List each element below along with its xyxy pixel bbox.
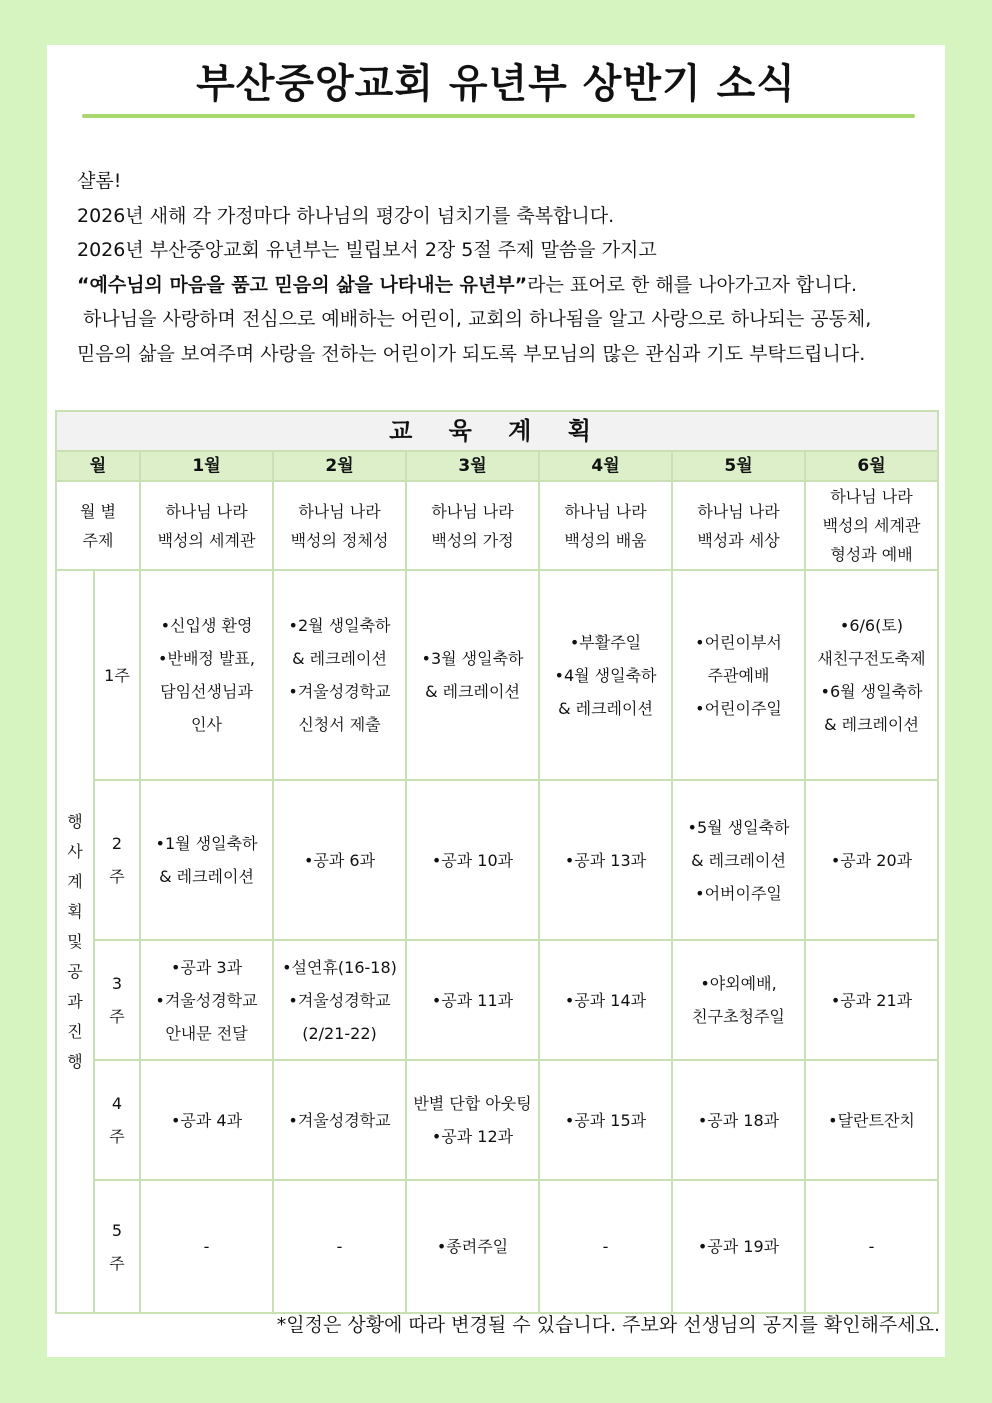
- greeting: 샬롬!: [77, 170, 122, 192]
- schedule-item: •공과 21과: [830, 990, 913, 1010]
- schedule-item: 안내문 전달: [165, 1023, 248, 1043]
- schedule-item: & 레크레이션: [558, 698, 653, 718]
- week-label-line: 주: [109, 1253, 125, 1273]
- schedule-cell: [273, 1180, 406, 1313]
- schedule-cell: [672, 1180, 805, 1313]
- plan-title: 교 육 계 획: [56, 411, 938, 451]
- week-row: [56, 940, 938, 1060]
- week-label-line: 주: [109, 867, 125, 886]
- side-label-char: 행: [67, 811, 83, 831]
- theme-line: 하나님 나라: [298, 501, 381, 521]
- schedule-cell: [805, 1180, 938, 1313]
- schedule-cell: [672, 1060, 805, 1180]
- side-label-char: 공: [67, 961, 83, 981]
- schedule-item: •공과 13과: [564, 850, 647, 870]
- education-plan-table: [55, 410, 939, 1314]
- schedule-item: •야외예배,: [700, 974, 777, 993]
- schedule-item: 주관예배: [707, 665, 770, 685]
- week-row: [56, 570, 938, 780]
- schedule-item: •3월 생일축하: [421, 649, 524, 668]
- schedule-cell: [805, 940, 938, 1060]
- theme-line: 하나님 나라: [564, 501, 647, 521]
- schedule-cell: [539, 570, 672, 780]
- schedule-cell: [273, 940, 406, 1060]
- schedule-item: 담임선생님과: [160, 682, 253, 701]
- month-header-4: 4월: [539, 451, 672, 481]
- side-label-char: 진: [67, 1021, 83, 1041]
- month-theme: [805, 481, 938, 570]
- schedule-item: •공과 6과: [303, 850, 376, 870]
- schedule-note: *일정은 상황에 따라 변경될 수 있습니다. 주보와 선생님의 공지를 확인해주세요.: [276, 1314, 940, 1336]
- schedule-cell: [140, 780, 273, 940]
- schedule-cell: [140, 570, 273, 780]
- theme-label: [56, 481, 140, 570]
- schedule-cell: [140, 1060, 273, 1180]
- schedule-item: •6/6(토): [839, 616, 904, 635]
- schedule-item: 친구초청주일: [692, 1007, 785, 1026]
- schedule-item: •반배정 발표,: [158, 649, 255, 668]
- week-label: [94, 780, 140, 940]
- schedule-cell: [273, 1060, 406, 1180]
- side-label-char: 사: [67, 841, 83, 861]
- schedule-item: •부활주일: [569, 632, 642, 652]
- month-theme: [273, 481, 406, 570]
- side-label-char: 및: [67, 931, 83, 951]
- month-header: 월: [56, 451, 140, 481]
- schedule-cell: [140, 1180, 273, 1313]
- month-header-5: 5월: [672, 451, 805, 481]
- page-title: 부산중앙교회 유년부 상반기 소식: [196, 61, 796, 107]
- schedule-item: •공과 15과: [564, 1110, 647, 1130]
- schedule-item: •종려주일: [436, 1237, 509, 1256]
- schedule-cell: [539, 780, 672, 940]
- week-label-line: 1주: [104, 665, 130, 685]
- theme-line: 백성의 세계관: [822, 516, 921, 535]
- week-label-line: 2: [111, 834, 123, 853]
- schedule-cell: [539, 1180, 672, 1313]
- schedule-item: •6월 생일축하: [820, 682, 923, 701]
- schedule-item: •2월 생일축하: [288, 616, 391, 635]
- schedule-item: & 레크레이션: [292, 649, 387, 668]
- schedule-item: •4월 생일축하: [554, 665, 657, 685]
- theme-line: 백성의 배움: [564, 530, 647, 550]
- theme-line: 하나님 나라: [165, 501, 248, 521]
- month-theme: [406, 481, 539, 570]
- schedule-item: •설연휴(16-18): [282, 957, 397, 977]
- schedule-item: •공과 19과: [697, 1237, 780, 1256]
- theme-label-line: 월 별: [80, 501, 116, 521]
- schedule-item: •신입생 환영: [160, 616, 253, 635]
- intro-text: [77, 164, 947, 371]
- theme-line: 하나님 나라: [431, 501, 514, 521]
- theme-label-line: 주제: [82, 530, 114, 550]
- schedule-cell: [672, 940, 805, 1060]
- week-row: [56, 780, 938, 940]
- schedule-item: •겨울성경학교: [288, 682, 391, 701]
- week-label: [94, 1060, 140, 1180]
- title-divider: [82, 114, 915, 118]
- schedule-item: •공과 4과: [170, 1110, 243, 1130]
- week-label-line: 4: [111, 1094, 123, 1113]
- theme-line: 하나님 나라: [697, 501, 780, 521]
- schedule-cell: [672, 570, 805, 780]
- schedule-item: •공과 20과: [830, 850, 913, 870]
- theme-line: 하나님 나라: [830, 487, 913, 506]
- schedule-cell: [805, 780, 938, 940]
- schedule-item: -: [868, 1237, 875, 1256]
- week-row: [56, 1060, 938, 1180]
- schedule-item: •겨울성경학교: [288, 1110, 391, 1130]
- schedule-item: •공과 3과: [170, 957, 243, 977]
- intro-line: [77, 268, 947, 303]
- intro-line-rest: 라는 표어로 한 해를 나아가고자 합니다.: [527, 273, 858, 296]
- theme-line: 백성의 가정: [431, 530, 514, 550]
- schedule-item: & 레크레이션: [425, 682, 520, 701]
- week-label-line: 3: [111, 974, 123, 993]
- schedule-item: •어린이부서: [695, 632, 782, 652]
- schedule-item: (2/21-22): [302, 1023, 377, 1043]
- schedule-cell: [273, 780, 406, 940]
- side-label-char: 계: [67, 871, 83, 891]
- schedule-item: •어버이주일: [695, 883, 782, 903]
- schedule-item: •겨울성경학교: [155, 990, 258, 1010]
- week-label: [94, 940, 140, 1060]
- motto: “예수님의 마음을 품고 믿음의 삶을 나타내는 유년부”: [77, 273, 528, 296]
- schedule-item: •공과 14과: [564, 990, 647, 1010]
- schedule-cell: [406, 1180, 539, 1313]
- schedule-item: & 레크레이션: [159, 867, 254, 886]
- schedule-cell: [406, 1060, 539, 1180]
- week-label-line: 5: [111, 1220, 123, 1240]
- schedule-item: -: [602, 1237, 609, 1256]
- schedule-item: •어린이주일: [695, 698, 782, 718]
- month-header-1: 1월: [140, 451, 273, 481]
- intro-line: 하나님을 사랑하며 전심으로 예배하는 어린이, 교회의 하나됨을 알고 사랑으로 하나되는 공동체,: [77, 308, 872, 330]
- schedule-item: -: [336, 1237, 343, 1256]
- schedule-item: 새친구전도축제: [817, 649, 926, 668]
- schedule-cell: [406, 780, 539, 940]
- week-label-line: 주: [109, 1127, 125, 1146]
- month-theme: [539, 481, 672, 570]
- week-row: [56, 1180, 938, 1313]
- schedule-item: & 레크레이션: [824, 715, 919, 734]
- schedule-item: 인사: [191, 715, 222, 734]
- schedule-cell: [539, 1060, 672, 1180]
- schedule-cell: [805, 1060, 938, 1180]
- month-header-3: 3월: [406, 451, 539, 481]
- month-header-6: 6월: [805, 451, 938, 481]
- schedule-item: •1월 생일축하: [155, 834, 258, 853]
- schedule-item: •공과 10과: [431, 850, 514, 870]
- schedule-cell: [672, 780, 805, 940]
- week-label: [94, 570, 140, 780]
- schedule-item: •겨울성경학교: [288, 990, 391, 1010]
- schedule-item: •공과 18과: [697, 1110, 780, 1130]
- schedule-item: •5월 생일축하: [687, 817, 790, 837]
- schedule-item: •공과 12과: [431, 1127, 514, 1146]
- month-theme: [672, 481, 805, 570]
- schedule-cell: [140, 940, 273, 1060]
- schedule-item: 반별 단합 아웃팅: [413, 1094, 532, 1113]
- side-label: [56, 570, 94, 1313]
- month-header-2: 2월: [273, 451, 406, 481]
- schedule-item: •공과 11과: [431, 990, 514, 1010]
- side-label-char: 과: [67, 991, 83, 1011]
- schedule-item: & 레크레이션: [691, 850, 786, 870]
- schedule-item: 신청서 제출: [298, 715, 381, 734]
- theme-line: 형성과 예배: [830, 545, 913, 564]
- side-label-char: 행: [67, 1051, 83, 1071]
- schedule-item: -: [203, 1237, 210, 1256]
- side-label-char: 획: [67, 901, 83, 921]
- schedule-cell: [406, 570, 539, 780]
- intro-line: 2026년 새해 각 가정마다 하나님의 평강이 넘치기를 축복합니다.: [77, 204, 615, 227]
- schedule-item: •달란트잔치: [828, 1110, 915, 1130]
- month-theme: [140, 481, 273, 570]
- theme-line: 백성과 세상: [697, 530, 780, 550]
- schedule-cell: [273, 570, 406, 780]
- intro-line: 믿음의 삶을 보여주며 사랑을 전하는 어린이가 되도록 부모님의 많은 관심과 기도 부탁드립니다.: [77, 342, 866, 365]
- schedule-cell: [406, 940, 539, 1060]
- schedule-cell: [805, 570, 938, 780]
- schedule-cell: [539, 940, 672, 1060]
- week-label-line: 주: [109, 1007, 125, 1026]
- theme-line: 백성의 세계관: [157, 530, 256, 550]
- week-label: [94, 1180, 140, 1313]
- theme-line: 백성의 정체성: [290, 530, 389, 550]
- intro-line: 2026년 부산중앙교회 유년부는 빌립보서 2장 5절 주제 말씀을 가지고: [77, 239, 657, 261]
